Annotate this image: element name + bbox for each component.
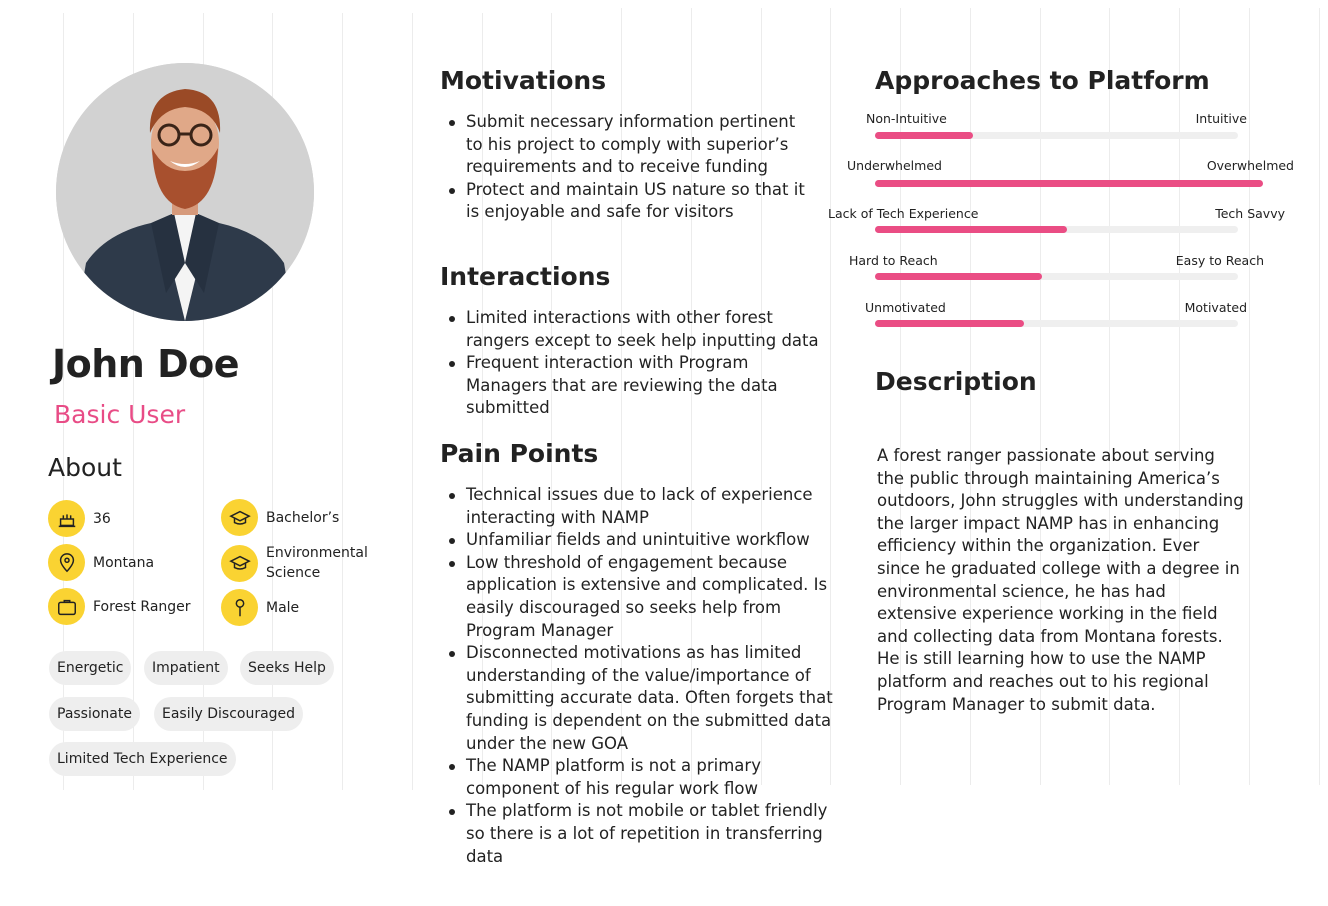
pain-points-list — [440, 484, 840, 868]
briefcase-icon — [48, 588, 85, 625]
about-label: Male — [266, 599, 300, 616]
approaches-title: Approaches to Platform — [875, 66, 1210, 95]
graduation-cap-icon — [221, 499, 258, 536]
description-text: A forest ranger passionate about serving the public through maintaining America’s outdoors, John struggles with understanding the larger impact NAMP has in enhancing efficiency within the organization. Ever since he graduated college with a degree in environmental science, he has had extensive experience working in the field and collecting data from Montana forests. He is still learning how to use the NAMP platform and reaches out to his regional Program Manager to submit data. — [877, 446, 1244, 714]
about-item-age — [48, 500, 111, 537]
list-item: Low threshold of engagement because application is extensive and complicated. Is easily discouraged so seeks help from Program Manager — [440, 552, 840, 642]
grid-line — [1319, 8, 1320, 785]
about-item-field — [221, 543, 371, 583]
scale-right-label: Motivated — [1184, 300, 1247, 315]
trait-tag: Impatient — [144, 651, 228, 685]
about-title: About — [48, 453, 122, 482]
list-item: Protect and maintain US nature so that it is enjoyable and safe for visitors — [440, 179, 815, 224]
about-item-location — [48, 544, 154, 581]
list-item: The NAMP platform is not a primary component of his regular work flow — [440, 755, 840, 800]
trait-tag: Limited Tech Experience — [49, 742, 236, 776]
pain-points-title: Pain Points — [440, 439, 599, 468]
trait-tag: Passionate — [49, 697, 140, 731]
scale-right-label: Intuitive — [1195, 111, 1247, 126]
about-item-gender — [221, 589, 299, 626]
scale-right-label: Easy to Reach — [1175, 253, 1264, 268]
list-item: The platform is not mobile or tablet friendly so there is a lot of repetition in transferring data — [440, 800, 840, 868]
about-label: 36 — [93, 510, 111, 527]
trait-tag: Easily Discouraged — [154, 697, 303, 731]
description-title: Description — [875, 367, 1037, 396]
location-pin-icon — [48, 544, 85, 581]
grid-line — [1249, 8, 1250, 785]
male-pin-icon — [221, 589, 258, 626]
scale-fill — [875, 180, 1263, 187]
list-item: Submit necessary information pertinent to his project to comply with superior’s requirements and to receive funding — [440, 111, 815, 179]
about-item-degree — [221, 499, 339, 536]
birthday-cake-icon — [48, 500, 85, 537]
scale-fill — [875, 226, 1067, 233]
grid-line — [342, 13, 343, 790]
scale-left-label: Unmotivated — [865, 300, 946, 315]
list-item: Limited interactions with other forest rangers except to seek help inputting data — [440, 307, 825, 352]
about-label: Bachelor’s — [266, 509, 340, 526]
about-label: Montana — [93, 554, 155, 571]
scale-fill — [875, 320, 1024, 327]
interactions-list — [440, 307, 825, 420]
scale-right-label: Overwhelmed — [1206, 158, 1294, 173]
scale-left-label: Lack of Tech Experience — [828, 206, 979, 221]
portrait-photo — [56, 63, 314, 321]
motivations-list — [440, 111, 815, 224]
avatar — [56, 63, 314, 321]
about-item-occupation — [48, 588, 191, 625]
interactions-title: Interactions — [440, 262, 611, 291]
scale-left-label: Hard to Reach — [849, 253, 938, 268]
persona-role: Basic User — [54, 400, 186, 429]
graduation-cap-icon — [221, 545, 258, 582]
trait-tag: Energetic — [49, 651, 131, 685]
scale-fill — [875, 132, 973, 139]
trait-tag: Seeks Help — [240, 651, 334, 685]
scale-fill — [875, 273, 1042, 280]
scale-left-label: Underwhelmed — [847, 158, 942, 173]
about-label: Environmental Science — [266, 545, 368, 581]
scale-right-label: Tech Savvy — [1215, 206, 1285, 221]
scale-left-label: Non-Intuitive — [866, 111, 947, 126]
list-item: Frequent interaction with Program Managers that are reviewing the data submitted — [440, 352, 825, 420]
persona-name: John Doe — [52, 342, 240, 386]
motivations-title: Motivations — [440, 66, 607, 95]
grid-line — [412, 13, 413, 790]
list-item: Unfamiliar fields and unintuitive workflow — [440, 529, 840, 552]
list-item: Disconnected motivations as has limited understanding of the value/importance of submitting accurate data. Often forgets that funding is dependent on the submitted data under the new GOA — [440, 642, 840, 755]
about-label: Forest Ranger — [93, 598, 191, 615]
list-item: Technical issues due to lack of experience interacting with NAMP — [440, 484, 840, 529]
